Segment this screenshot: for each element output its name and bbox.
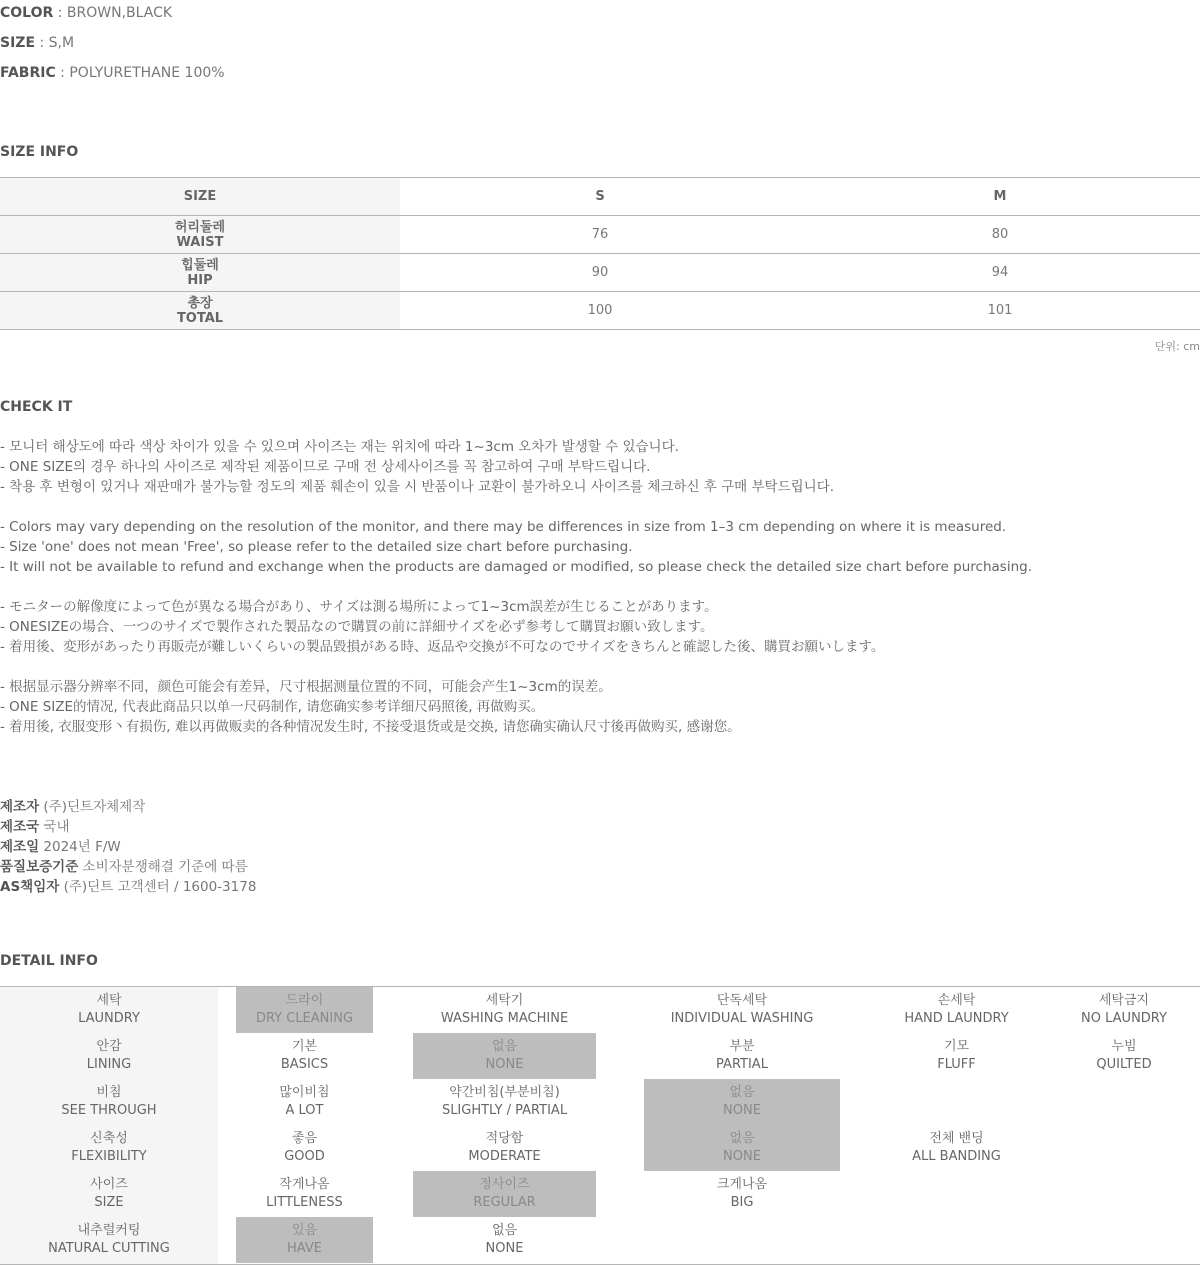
row-label-ko: 힙둘레 bbox=[181, 257, 219, 273]
detail-label-en: NONE bbox=[723, 1149, 761, 1164]
detail-option bbox=[644, 1125, 840, 1171]
detail-option bbox=[236, 1033, 373, 1079]
size-header-s: S bbox=[400, 178, 800, 216]
detail-label-en: LAUNDRY bbox=[78, 1011, 140, 1026]
detail-label-en: NONE bbox=[723, 1103, 761, 1118]
table-row bbox=[0, 292, 1200, 330]
detail-option bbox=[873, 1125, 1040, 1171]
note-line: - 着用後、変形があったり再販売が難しいくらいの製品毀損がある時、返品や交換が不可なのでサイズをきちんと確認した後、購買お願いします。 bbox=[0, 639, 885, 655]
detail-label-en: GOOD bbox=[284, 1149, 325, 1164]
detail-label-ko: 작게나옴 bbox=[279, 1177, 330, 1192]
detail-label-ko: 단독세탁 bbox=[716, 993, 768, 1008]
detail-option bbox=[644, 1079, 840, 1125]
detail-option bbox=[1048, 987, 1200, 1033]
manufacturer-line bbox=[0, 797, 256, 817]
detail-label-ko: 정사이즈 bbox=[479, 1177, 530, 1192]
detail-info-grid bbox=[0, 986, 1200, 1265]
table-row bbox=[0, 254, 1200, 292]
table-row bbox=[0, 216, 1200, 254]
detail-label-ko: 세탁 bbox=[96, 993, 122, 1008]
color-value: : BROWN,BLACK bbox=[53, 5, 173, 21]
unit-note: 단위: cm bbox=[1154, 340, 1200, 353]
table-cell: 90 bbox=[400, 254, 800, 292]
detail-label-ko: 기본 bbox=[291, 1039, 318, 1054]
row-label-ko: 허리둘레 bbox=[174, 219, 226, 235]
detail-label-ko: 안감 bbox=[96, 1039, 122, 1054]
manufacturer-line bbox=[0, 877, 256, 897]
detail-label-ko: 없음 bbox=[491, 1223, 518, 1238]
detail-row-head bbox=[0, 1125, 218, 1171]
detail-option bbox=[413, 1033, 596, 1079]
detail-label-en: INDIVIDUAL WASHING bbox=[670, 1011, 814, 1026]
detail-row-head bbox=[0, 1033, 218, 1079]
detail-label-en: NO LAUNDRY bbox=[1081, 1011, 1167, 1026]
detail-label-ko: 세탁기 bbox=[485, 993, 524, 1008]
size-spec bbox=[0, 35, 74, 51]
manufacturer-value: (주)딘트자체제작 bbox=[39, 799, 146, 815]
detail-label-en: NONE bbox=[485, 1057, 524, 1072]
manufacturer-label: AS책임자 bbox=[0, 879, 60, 895]
detail-label-ko: 전체 밴딩 bbox=[929, 1131, 984, 1146]
detail-label-en: REGULAR bbox=[473, 1195, 536, 1210]
detail-label-ko: 없음 bbox=[729, 1131, 755, 1146]
check-it-notes bbox=[0, 437, 1032, 737]
note-line: - ONE SIZE的情况, 代表此商品只以单一尺码制作, 请您确实参考详细尺码照後, 再做购买。 bbox=[0, 699, 545, 715]
detail-row-head bbox=[0, 1079, 218, 1125]
note-line: - 着用後, 衣服变形丶有损伤, 难以再做贩卖的各种情况发生时, 不接受退货或是交换, 请您确实确认尺寸後再做购买, 感谢您。 bbox=[0, 719, 741, 735]
notes-gap bbox=[0, 657, 1032, 677]
detail-option bbox=[413, 987, 596, 1033]
check-it-title: CHECK IT bbox=[0, 399, 73, 415]
detail-label-ko: 크게나옴 bbox=[716, 1177, 768, 1192]
detail-label-ko: 적당함 bbox=[485, 1131, 524, 1146]
detail-label-en: WASHING MACHINE bbox=[440, 1011, 569, 1026]
detail-row-head bbox=[0, 1171, 218, 1217]
detail-label-en: FLEXIBILITY bbox=[71, 1149, 147, 1164]
note-line: - モニターの解像度によって色が異なる場合があり、サイズは測る場所によって1~3cm誤差が生じることがあります。 bbox=[0, 599, 718, 615]
detail-label-ko: 손세탁 bbox=[937, 993, 976, 1008]
size-info-title: SIZE INFO bbox=[0, 144, 79, 160]
detail-label-en: LITTLENESS bbox=[266, 1195, 343, 1210]
manufacturer-label: 제조자 bbox=[0, 799, 40, 815]
manufacturer-info bbox=[0, 797, 256, 897]
manufacturer-value: 국내 bbox=[39, 819, 70, 835]
note-line: - It will not be available to refund and exchange when the products are damaged or modified, so please check the detailed size chart before purchasing. bbox=[0, 559, 1032, 575]
table-cell: 101 bbox=[800, 292, 1200, 330]
note-line: - 모니터 해상도에 따라 색상 차이가 있을 수 있으며 사이즈는 재는 위치에 따라 1~3cm 오차가 발생할 수 있습니다. bbox=[0, 439, 679, 455]
detail-label-en: NONE bbox=[485, 1241, 524, 1256]
fabric-value: : POLYURETHANE 100% bbox=[55, 65, 225, 81]
size-value: : S,M bbox=[35, 35, 75, 51]
detail-option bbox=[236, 1125, 373, 1171]
manufacturer-value: 소비자분쟁해결 기준에 따름 bbox=[78, 859, 248, 875]
size-header-m: M bbox=[800, 178, 1200, 216]
manufacturer-value: 2024년 F/W bbox=[39, 839, 121, 855]
detail-label-en: ALL BANDING bbox=[912, 1149, 1001, 1164]
detail-option bbox=[236, 1217, 373, 1263]
row-label-en: TOTAL bbox=[176, 310, 224, 326]
detail-label-en: MODERATE bbox=[468, 1149, 541, 1164]
size-label: SIZE bbox=[0, 35, 36, 51]
detail-label-ko: 좋음 bbox=[291, 1131, 318, 1146]
detail-label-en: QUILTED bbox=[1096, 1057, 1152, 1072]
table-cell: 80 bbox=[800, 216, 1200, 254]
detail-label-ko: 내추럴커팅 bbox=[77, 1223, 141, 1238]
note-line: - ONE SIZE의 경우 하나의 사이즈로 제작된 제품이므로 구매 전 상세사이즈를 꼭 참고하여 구매 부탁드립니다. bbox=[0, 459, 651, 475]
detail-label-ko: 기모 bbox=[943, 1039, 970, 1054]
detail-label-en: PARTIAL bbox=[716, 1057, 768, 1072]
size-header-cell: SIZE bbox=[0, 178, 400, 216]
fabric-spec bbox=[0, 65, 225, 81]
detail-label-ko: 많이비침 bbox=[279, 1085, 330, 1100]
detail-label-ko: 부분 bbox=[729, 1039, 755, 1054]
detail-row-head bbox=[0, 1217, 218, 1263]
row-label-en: HIP bbox=[187, 272, 213, 288]
detail-label-ko: 신축성 bbox=[90, 1131, 128, 1146]
detail-label-en: SIZE bbox=[94, 1195, 124, 1210]
note-line: - Size 'one' does not mean 'Free', so please refer to the detailed size chart before purchasing. bbox=[0, 539, 633, 555]
note-line: - 착용 후 변형이 있거나 재판매가 불가능할 정도의 제품 훼손이 있을 시 반품이나 교환이 불가하오니 사이즈를 체크하신 후 구매 부탁드립니다. bbox=[0, 479, 835, 495]
detail-label-en: HAND LAUNDRY bbox=[904, 1011, 1009, 1026]
manufacturer-line bbox=[0, 857, 256, 877]
detail-option bbox=[644, 1033, 840, 1079]
row-label-en: WAIST bbox=[176, 234, 224, 250]
detail-option bbox=[236, 1171, 373, 1217]
detail-option bbox=[413, 1079, 596, 1125]
detail-label-ko: 누빔 bbox=[1111, 1039, 1137, 1054]
manufacturer-line bbox=[0, 837, 256, 857]
detail-label-ko: 있음 bbox=[291, 1223, 318, 1238]
color-spec bbox=[0, 5, 172, 21]
detail-label-ko: 비침 bbox=[96, 1085, 122, 1100]
detail-label-ko: 사이즈 bbox=[90, 1177, 128, 1192]
notes-gap bbox=[0, 497, 1032, 517]
detail-option bbox=[644, 987, 840, 1033]
detail-info-title: DETAIL INFO bbox=[0, 953, 98, 969]
detail-label-ko: 없음 bbox=[729, 1085, 755, 1100]
note-line: - ONESIZEの場合、一つのサイズで製作された製品なので購買の前に詳細サイズを必ず参考して購買お願い致します。 bbox=[0, 619, 714, 635]
manufacturer-label: 제조국 bbox=[0, 819, 40, 835]
row-label-total bbox=[0, 292, 400, 330]
detail-label-en: BIG bbox=[730, 1195, 754, 1210]
manufacturer-line bbox=[0, 817, 256, 837]
table-cell: 76 bbox=[400, 216, 800, 254]
detail-label-en: HAVE bbox=[287, 1241, 322, 1256]
detail-option bbox=[413, 1217, 596, 1263]
manufacturer-label: 품질보증기준 bbox=[0, 859, 79, 875]
detail-label-en: A LOT bbox=[285, 1103, 324, 1118]
size-table bbox=[0, 177, 1200, 330]
note-line: - Colors may vary depending on the resolution of the monitor, and there may be differences in size from 1–3 cm depending on where it is measured. bbox=[0, 519, 1007, 535]
detail-option bbox=[644, 1171, 840, 1217]
row-label-waist bbox=[0, 216, 400, 254]
color-label: COLOR bbox=[0, 5, 54, 21]
manufacturer-value: (주)딘트 고객센터 / 1600-3178 bbox=[59, 879, 257, 895]
detail-option bbox=[413, 1125, 596, 1171]
detail-option bbox=[413, 1171, 596, 1217]
detail-label-ko: 드라이 bbox=[285, 993, 324, 1008]
detail-label-ko: 약간비침(부분비침) bbox=[449, 1085, 560, 1100]
detail-label-en: SLIGHTLY / PARTIAL bbox=[441, 1103, 568, 1118]
detail-option bbox=[873, 1033, 1040, 1079]
detail-label-en: DRY CLEANING bbox=[255, 1011, 354, 1026]
fabric-label: FABRIC bbox=[0, 65, 56, 81]
note-line: - 根据显示器分辨率不同，颜色可能会有差异，尺寸根据测量位置的不同，可能会产生1~3cm的误差。 bbox=[0, 679, 612, 695]
row-label-hip bbox=[0, 254, 400, 292]
detail-label-en: BASICS bbox=[280, 1057, 329, 1072]
notes-gap bbox=[0, 577, 1032, 597]
table-cell: 94 bbox=[800, 254, 1200, 292]
detail-option bbox=[1048, 1033, 1200, 1079]
detail-label-en: LINING bbox=[86, 1057, 132, 1072]
detail-option bbox=[873, 987, 1040, 1033]
detail-option bbox=[236, 1079, 373, 1125]
detail-label-ko: 없음 bbox=[491, 1039, 518, 1054]
row-label-ko: 총장 bbox=[187, 295, 213, 311]
size-table-header bbox=[0, 178, 1200, 216]
detail-label-en: SEE THROUGH bbox=[61, 1103, 157, 1118]
detail-option bbox=[236, 987, 373, 1033]
detail-label-ko: 세탁금지 bbox=[1098, 993, 1150, 1008]
detail-row-head bbox=[0, 987, 218, 1033]
table-cell: 100 bbox=[400, 292, 800, 330]
manufacturer-label: 제조일 bbox=[0, 839, 40, 855]
detail-label-en: FLUFF bbox=[937, 1057, 976, 1072]
detail-label-en: NATURAL CUTTING bbox=[48, 1241, 170, 1256]
